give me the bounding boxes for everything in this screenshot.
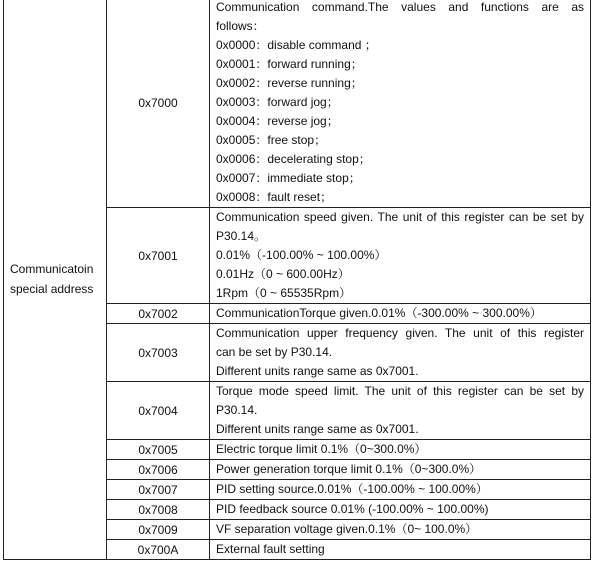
description-line: 0x0008：fault reset；	[216, 190, 333, 204]
description-line: 1Rpm（0 ~ 65535Rpm）	[216, 286, 352, 300]
description-cell	[210, 208, 591, 304]
address-cell: 0x7003	[107, 324, 210, 382]
description-line: External fault setting	[216, 542, 325, 556]
address-cell: 0x7007	[107, 480, 210, 500]
description-line: 0x0000：disable command ；	[216, 38, 377, 52]
description-line: 0x0001：forward running；	[216, 57, 363, 71]
address-cell: 0x7002	[107, 304, 210, 324]
address-cell: 0x7004	[107, 382, 210, 440]
description-line: P30.14。	[216, 229, 267, 243]
description-cell	[210, 480, 591, 500]
description-line: Torque mode speed limit. The unit of this register can be set by	[216, 384, 584, 398]
address-cell: 0x7005	[107, 440, 210, 460]
description-line: PID feedback source 0.01% (-100.00% ~ 100.00%)	[216, 502, 489, 516]
description-cell	[210, 0, 591, 208]
address-cell: 0x700A	[107, 540, 210, 560]
address-cell: 0x7009	[107, 520, 210, 540]
group-label-cell: Communicatoin special address	[4, 0, 107, 560]
address-cell: 0x7008	[107, 500, 210, 520]
register-table	[3, 0, 591, 560]
description-cell	[210, 440, 591, 460]
description-cell	[210, 500, 591, 520]
address-cell: 0x7006	[107, 460, 210, 480]
description-line: follows：	[216, 19, 265, 33]
description-line: 0x0006：decelerating stop；	[216, 152, 371, 166]
description-line: Different units range same as 0x7001.	[216, 422, 419, 436]
description-line: 0.01%（-100.00% ~ 100.00%）	[216, 248, 387, 262]
description-line: Communication upper frequency given. The unit of this register	[216, 326, 584, 340]
description-cell	[210, 540, 591, 560]
description-line: 0x0004：reverse jog；	[216, 114, 339, 128]
description-cell	[210, 304, 591, 324]
description-line: 0x0003：forward jog；	[216, 95, 339, 109]
description-cell	[210, 460, 591, 480]
register-table-body	[4, 0, 591, 560]
description-line: Communication command.The values and functions are as	[216, 0, 584, 14]
description-line: Electric torque limit 0.1%（0~300.0%）	[216, 442, 427, 456]
description-line: VF separation voltage given.0.1%（0~ 100.0%）	[216, 522, 478, 536]
address-cell: 0x7001	[107, 208, 210, 304]
description-line: 0x0007：immediate stop；	[216, 171, 361, 185]
description-line: PID setting source.0.01%（-100.00% ~ 100.00%）	[216, 482, 488, 496]
description-line: 0x0002：reverse running；	[216, 76, 363, 90]
description-line: Communication speed given. The unit of this register can be set by	[216, 210, 584, 224]
address-cell: 0x7000	[107, 0, 210, 208]
description-cell	[210, 520, 591, 540]
description-line: can be set by P30.14.	[216, 345, 333, 359]
table-row	[4, 0, 591, 208]
description-line: Power generation torque limit 0.1%（0~300.0%）	[216, 462, 482, 476]
description-line: 0x0005：free stop；	[216, 133, 327, 147]
description-line: Different units range same as 0x7001.	[216, 364, 419, 378]
description-line: 0.01Hz（0 ~ 600.00Hz）	[216, 267, 350, 281]
description-cell	[210, 382, 591, 440]
description-line: P30.14.	[216, 403, 258, 417]
description-line: CommunicationTorque given.0.01%（-300.00% ~ 300.00%）	[216, 306, 542, 320]
description-cell	[210, 324, 591, 382]
